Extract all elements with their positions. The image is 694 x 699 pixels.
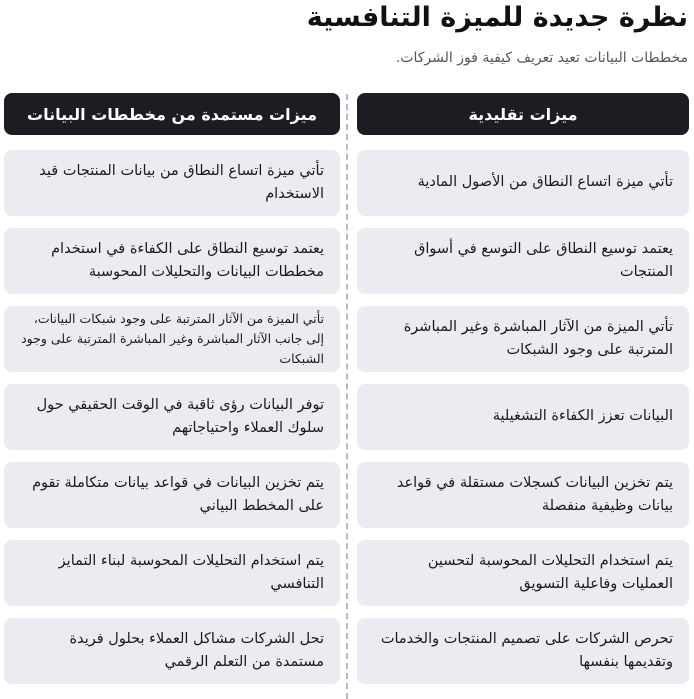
data-driven-item: تحل الشركات مشاكل العملاء بحلول فريدة مستمدة من التعلم الرقمي: [4, 618, 340, 684]
traditional-item: يتم استخدام التحليلات المحوسبة لتحسين العمليات وفاعلية التسويق: [357, 540, 689, 606]
traditional-item: البيانات تعزز الكفاءة التشغيلية: [357, 384, 689, 450]
data-driven-item: يتم تخزين البيانات في قواعد بيانات متكاملة تقوم على المخطط البياني: [4, 462, 340, 528]
data-driven-item: توفر البيانات رؤى ثاقبة في الوقت الحقيقي حول سلوك العملاء واحتياجاتهم: [4, 384, 340, 450]
traditional-item: يتم تخزين البيانات كسجلات مستقلة في قواعد بيانات وظيفية منفصلة: [357, 462, 689, 528]
traditional-item: تأتي ميزة اتساع النطاق من الأصول المادية: [357, 150, 689, 216]
data-driven-item: يتم استخدام التحليلات المحوسبة لبناء التمايز التنافسي: [4, 540, 340, 606]
traditional-item: تأتي الميزة من الآثار المباشرة وغير المباشرة المترتبة على وجود الشبكات: [357, 306, 689, 372]
data-driven-column-header: ميزات مستمدة من مخططات البيانات: [4, 93, 340, 135]
data-driven-item: تأتي ميزة اتساع النطاق من بيانات المنتجات قيد الاستخدام: [4, 150, 340, 216]
column-divider: [346, 94, 348, 699]
traditional-item: تحرص الشركات على تصميم المنتجات والخدمات وتقديمها بنفسها: [357, 618, 689, 684]
traditional-column-header: ميزات تقليدية: [357, 93, 689, 135]
page-subtitle: مخططات البيانات تعيد تعريف كيفية فوز الشركات.: [395, 50, 688, 66]
data-driven-item: تأتي الميزة من الآثار المترتبة على وجود شبكات البيانات، إلى جانب الآثار المباشرة وغير المباشرة المترتبة على وجود الشبكات: [4, 306, 340, 372]
page-title: نظرة جديدة للميزة التنافسية: [306, 2, 688, 33]
traditional-item: يعتمد توسيع النطاق على التوسع في أسواق المنتجات: [357, 228, 689, 294]
data-driven-item: يعتمد توسيع النطاق على الكفاءة في استخدام مخططات البيانات والتحليلات المحوسبة: [4, 228, 340, 294]
data-driven-column: [4, 93, 340, 696]
traditional-column: [357, 93, 689, 696]
